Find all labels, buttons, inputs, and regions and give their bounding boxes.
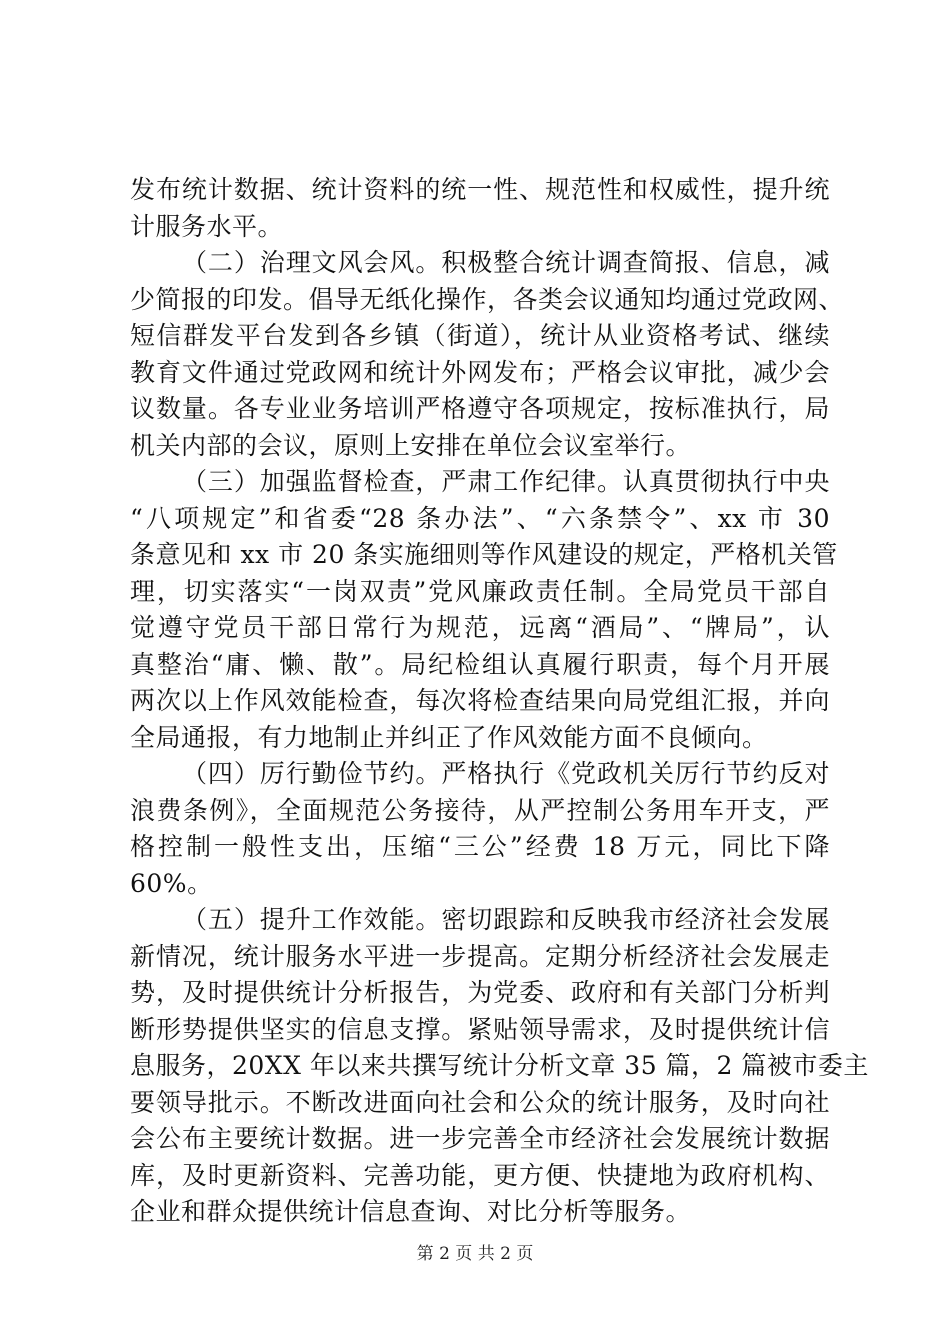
text-line: （五）提升工作效能。密切跟踪和反映我市经济社会发展 [182,905,830,934]
text-line: 格控制一般性支出，压缩“三公”经费 18 万元，同比下降 [130,832,830,861]
text-line: 60%。 [130,868,213,898]
text-line: （三）加强监督检查，严肃工作纪律。认真贯彻执行中央 [182,467,830,496]
text-line: （四）厉行勤俭节约。严格执行《党政机关厉行节约反对 [182,759,830,788]
text-line: （二）治理文风会风。积极整合统计调查简报、信息，减 [182,248,830,277]
text-line: 全局通报，有力地制止并纠正了作风效能方面不良倾向。 [130,722,768,752]
text-line: 理，切实落实“一岗双责”党风廉政责任制。全局党员干部自 [130,576,830,606]
text-line: 少简报的印发。倡导无纸化操作，各类会议通知均通过党政网、 [130,284,845,314]
text-line: 息服务，20XX 年以来共撰写统计分析文章 35 篇，2 篇被市委主 [130,1051,869,1080]
text-line: 条意见和 xx 市 20 条实施细则等作风建设的规定，严格机关管 [130,540,838,569]
paragraph-3 [130,464,838,756]
page-footer: 第 2 页 共 2 页 [416,1244,534,1264]
text-line: 两次以上作风效能检查，每次将检查结果向局党组汇报，并向 [130,686,830,715]
text-line: 短信群发平台发到各乡镇（街道），统计从业资格考试、继续 [130,321,830,350]
paragraph-5 [130,902,869,1231]
text-line: 势，及时提供统计分析报告，为党委、政府和有关部门分析判 [130,978,830,1007]
text-line: 要领导批示。不断改进面向社会和公众的统计服务，及时向社 [130,1087,830,1117]
paragraph-2 [130,245,845,464]
text-line: 断形势提供坚实的信息支撑。紧贴领导需求，及时提供统计信 [130,1014,830,1044]
text-line: 会公布主要统计数据。进一步完善全市经济社会发展统计数据 [130,1124,830,1153]
text-line: 议数量。各专业业务培训严格遵守各项规定，按标准执行，局 [130,394,830,423]
text-line: 机关内部的会议，原则上安排在单位会议室举行。 [130,430,692,460]
text-line: 库，及时更新资料、完善功能，更方便、快捷地为政府机构、 [130,1160,830,1190]
text-line: 浪费条例》，全面规范公务接待，从严控制公务用车开支，严 [130,795,830,825]
text-line: 计服务水平。 [130,211,284,241]
text-line: 发布统计数据、统计资料的统一性、规范性和权威性，提升统 [130,175,830,204]
text-line: 觉遵守党员干部日常行为规范，远离“酒局”、“牌局”，认 [130,613,830,642]
text-line: “八项规定”和省委“28 条办法”、“六条禁令”、xx 市 30 [130,503,830,533]
text-line: 新情况，统计服务水平进一步提高。定期分析经济社会发展走 [130,941,830,971]
paragraph-1 [130,172,830,245]
paragraph-4 [130,756,830,902]
text-line: 教育文件通过党政网和统计外网发布；严格会议审批，减少会 [130,357,830,387]
document-body [130,172,869,1231]
text-line: 企业和群众提供统计信息查询、对比分析等服务。 [130,1197,692,1226]
text-line: 真整治“庸、懒、散”。局纪检组认真履行职责，每个月开展 [130,649,830,679]
